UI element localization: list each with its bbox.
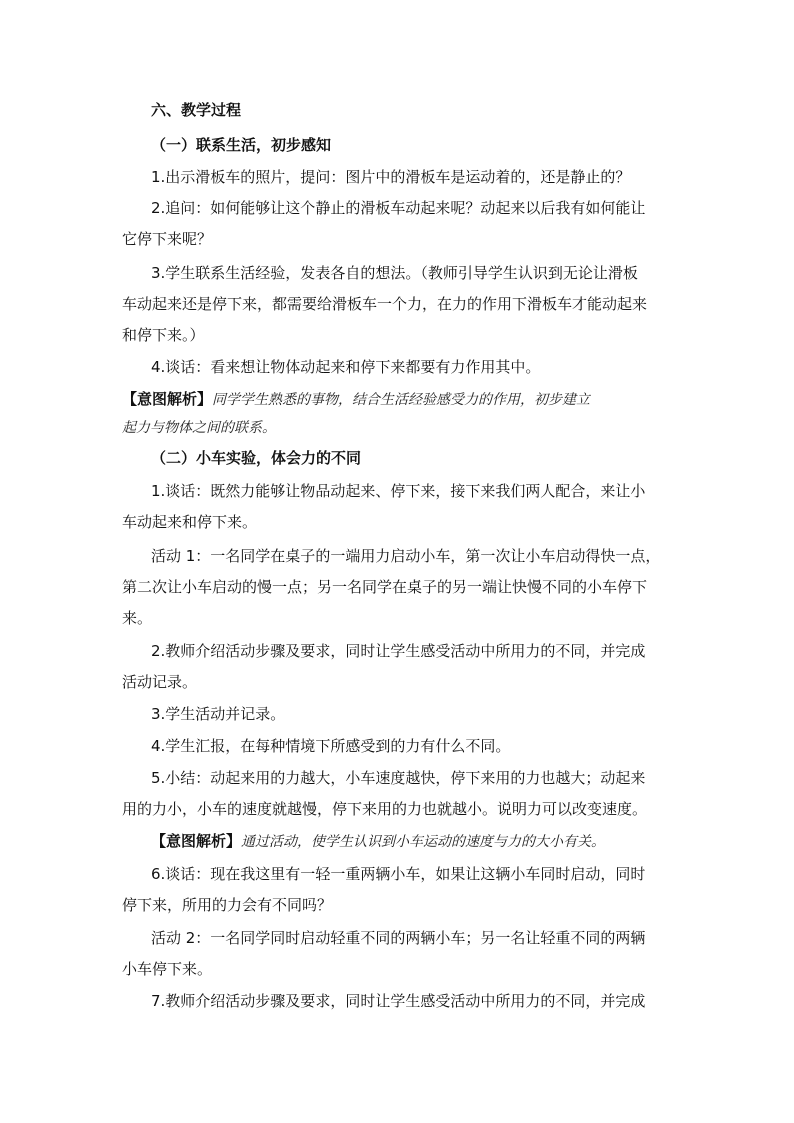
- paragraph: 7.教师介绍活动步骤及要求，同时让学生感受活动中所用力的不同，并完成: [151, 992, 646, 1010]
- paragraph: 1.出示滑板车的照片，提问：图片中的滑板车是运动着的，还是静止的？: [151, 168, 631, 186]
- paragraph: 4.学生汇报，在每种情境下所感受到的力有什么不同。: [151, 737, 511, 755]
- paragraph: 车动起来和停下来。: [122, 513, 258, 531]
- paragraph: 6.谈话：现在我这里有一轻一重两辆小车，如果让这辆小车同时启动，同时: [151, 865, 646, 883]
- paragraph: 2.追问：如何能够让这个静止的滑板车动起来呢？动起来以后我有如何能让: [151, 199, 646, 217]
- paragraph: 它停下来呢？: [122, 230, 213, 248]
- paragraph: 车动起来还是停下来，都需要给滑板车一个力，在力的作用下滑板车才能动起来: [122, 295, 648, 313]
- intent-text: 起力与物体之间的联系。: [122, 420, 276, 436]
- section-title: 六、教学过程: [151, 101, 242, 119]
- intent-note: [151, 831, 605, 852]
- part1-heading: （一）联系生活，初步感知: [151, 136, 332, 154]
- paragraph: 1.谈话：既然力能够让物品动起来、停下来，接下来我们两人配合，来让小: [151, 482, 646, 500]
- paragraph: 来。: [122, 609, 153, 627]
- paragraph: 活动 1：一名同学在桌子的一端用力启动小车，第一次让小车启动得快一点，: [151, 547, 661, 565]
- paragraph: 5.小结：动起来用的力越大，小车速度越快，停下来用的力也越大；动起来: [151, 769, 646, 787]
- paragraph: 2.教师介绍活动步骤及要求，同时让学生感受活动中所用力的不同，并完成: [151, 642, 646, 660]
- intent-text: 通过活动，使学生认识到小车运动的速度与力的大小有关。: [241, 834, 606, 850]
- intent-text: 同学学生熟悉的事物，结合生活经验感受力的作用，初步建立: [212, 392, 591, 408]
- paragraph: 活动 2：一名同学同时启动轻重不同的两辆小车；另一名让轻重不同的两辆: [151, 929, 646, 947]
- paragraph: 3.学生活动并记录。: [151, 705, 286, 723]
- paragraph: 活动记录。: [122, 673, 198, 691]
- paragraph: 用的力小，小车的速度就越慢，停下来用的力也就越小。说明力可以改变速度。: [122, 800, 648, 818]
- intent-note: [122, 389, 590, 410]
- paragraph: 小车停下来。: [122, 960, 213, 978]
- intent-label: 【意图解析】: [122, 390, 213, 408]
- paragraph: 和停下来。）: [122, 326, 205, 344]
- paragraph: 停下来，所用的力会有不同吗？: [122, 896, 333, 914]
- part2-heading: （二）小车实验，体会力的不同: [151, 449, 362, 467]
- paragraph: 4.谈话：看来想让物体动起来和停下来都要有力作用其中。: [151, 358, 541, 376]
- paragraph: 第二次让小车启动的慢一点；另一名同学在桌子的另一端让快慢不同的小车停下: [122, 578, 648, 596]
- paragraph: 3.学生联系生活经验，发表各自的想法。（教师引导学生认识到无论让滑板: [151, 264, 638, 282]
- intent-label: 【意图解析】: [151, 832, 242, 850]
